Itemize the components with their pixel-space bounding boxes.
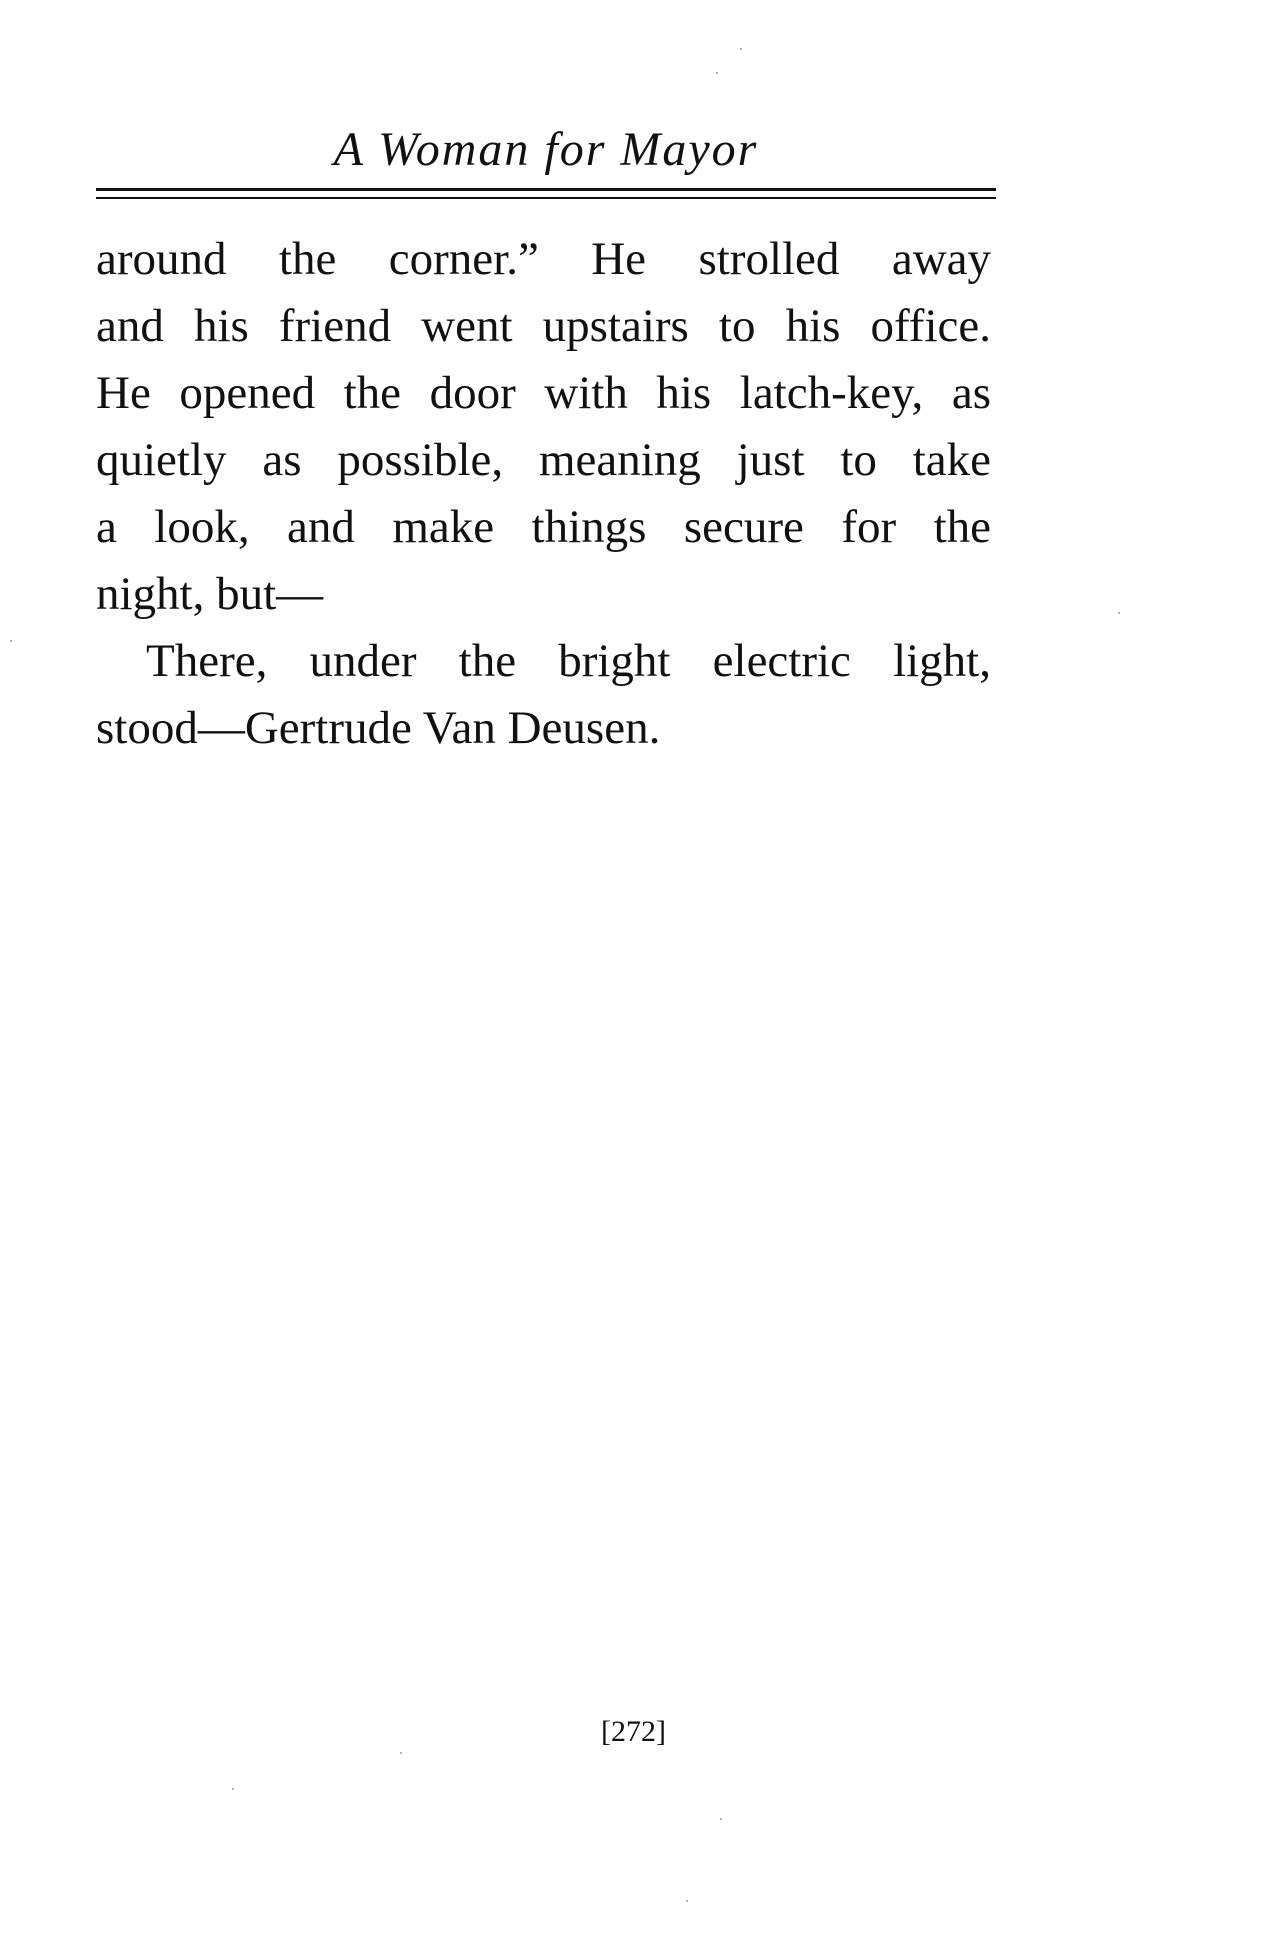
body-text (96, 226, 991, 762)
scan-speck (400, 1752, 402, 1754)
scan-speck (740, 48, 742, 50)
running-title: A Woman for Mayor (333, 123, 759, 176)
page-number: [272] (601, 1715, 666, 1748)
text-line: around the corner.” He strolled away (96, 233, 991, 285)
text-line: There, under the bright electric light, (146, 635, 991, 687)
header-rule-thin (96, 197, 996, 199)
scan-speck (686, 1900, 688, 1902)
scan-speck (10, 640, 12, 642)
scan-speck (1118, 612, 1120, 614)
text-line: He opened the door with his latch-key, as (96, 367, 991, 419)
text-line: and his friend went upstairs to his office. (96, 300, 991, 352)
text-line: stood—Gertrude Van Deusen. (96, 702, 661, 754)
paragraph-1 (96, 226, 991, 628)
text-line: a look, and make things secure for the (96, 501, 991, 553)
paragraph-2 (96, 628, 991, 762)
text-line: night, but— (96, 568, 324, 620)
scan-speck (720, 1818, 722, 1820)
header-rule-thick (96, 188, 996, 191)
text-line: quietly as possible, meaning just to take (96, 434, 991, 486)
scan-speck (716, 72, 718, 74)
scan-speck (232, 1788, 234, 1790)
